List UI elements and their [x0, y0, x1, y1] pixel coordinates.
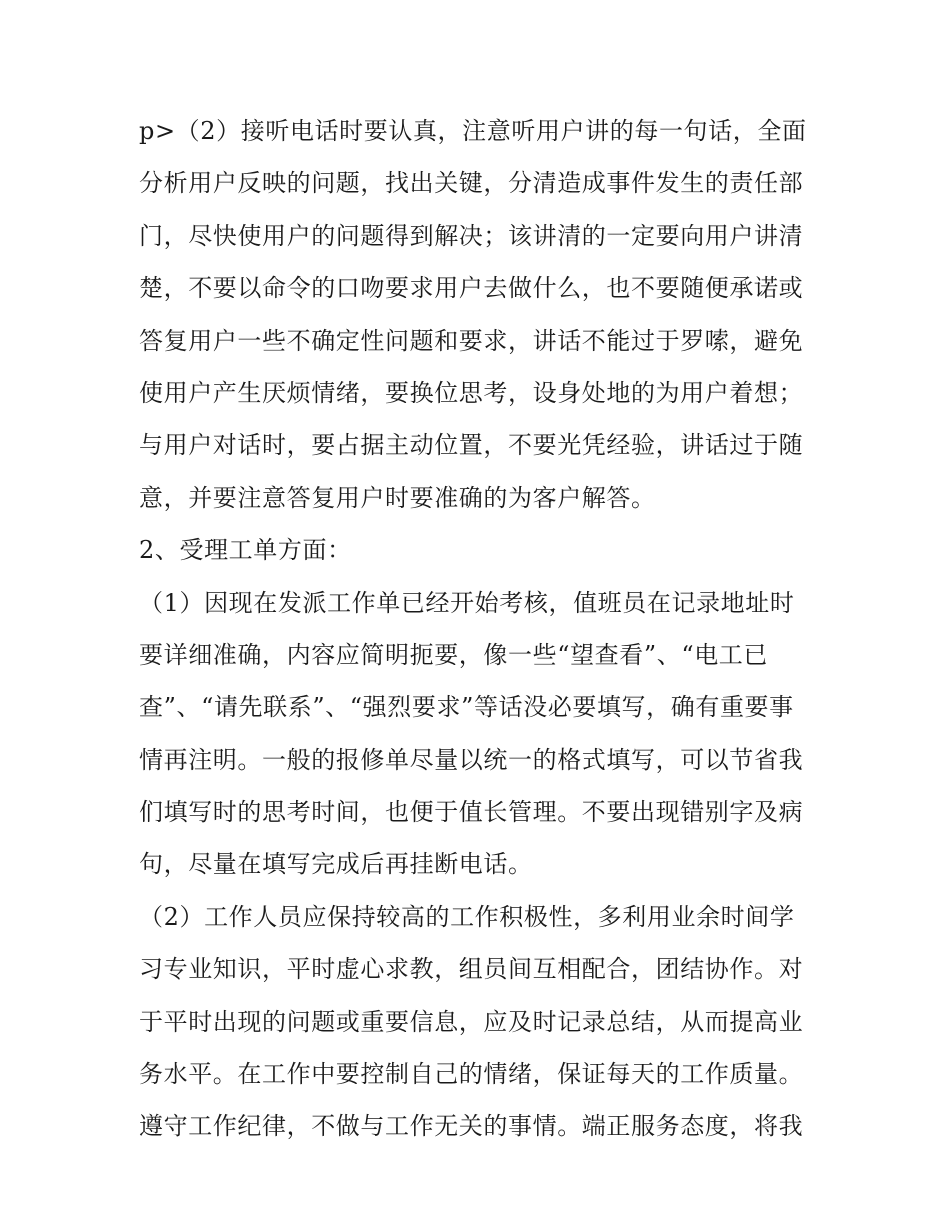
text-line: （2）工作人员应保持较高的工作积极性，多利用业余时间学 [139, 902, 795, 931]
text-line: 查”、“请先联系”、“强烈要求”等话没必要填写，确有重要事 [139, 693, 794, 722]
text-line: 答复用户一些不确定性问题和要求，讲话不能过于罗嗦，避免 [139, 326, 804, 355]
text-line: 于平时出现的问题或重要信息，应及时记录总结，从而提高业 [139, 1007, 804, 1036]
text-line: 使用户产生厌烦情绪，要换位思考，设身处地的为用户着想； [139, 378, 804, 407]
text-line: 句，尽量在填写完成后再挂断电话。 [139, 850, 533, 879]
text-line: p>（2）接听电话时要认真，注意听用户讲的每一句话，全面 [139, 117, 807, 145]
text-line: 情再注明。一般的报修单尽量以统一的格式填写，可以节省我 [139, 745, 804, 774]
text-line: 分析用户反映的问题，找出关键，分清造成事件发生的责任部 [139, 169, 804, 198]
text-line: 与用户对话时，要占据主动位置，不要光凭经验，讲话过于随 [139, 431, 804, 460]
text-line: 要详细准确，内容应简明扼要，像一些“望查看”、“电工已 [139, 640, 769, 669]
text-line: 楚，不要以命令的口吻要求用户去做什么，也不要随便承诺或 [139, 274, 804, 303]
text-line: 遵守工作纪律，不做与工作无关的事情。端正服务态度，将我 [139, 1112, 804, 1141]
text-line: （1）因现在发派工作单已经开始考核，值班员在记录地址时 [139, 588, 795, 617]
text-line: 门，尽快使用户的问题得到解决；该讲清的一定要向用户讲清 [139, 221, 804, 250]
text-line: 务水平。在工作中要控制自己的情绪，保证每天的工作质量。 [139, 1060, 804, 1089]
text-line: 习专业知识，平时虚心求教，组员间互相配合，团结协作。对 [139, 955, 804, 984]
section-heading: 2、受理工单方面： [139, 536, 352, 565]
text-line: 们填写时的思考时间，也便于值长管理。不要出现错别字及病 [139, 798, 804, 827]
document-body [139, 111, 819, 1159]
text-line: 意，并要注意答复用户时要准确的为客户解答。 [139, 483, 656, 512]
